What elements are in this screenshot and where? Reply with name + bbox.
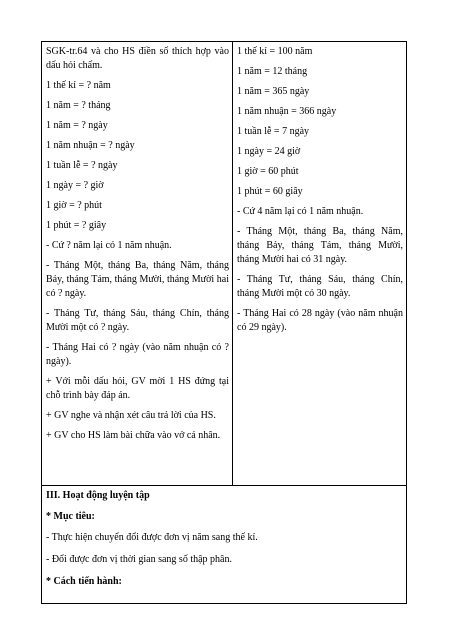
objective-item: - Thực hiện chuyển đổi được đơn vị năm sang thế kỉ.: [46, 532, 258, 543]
practice-section: [46, 489, 402, 596]
right-text: - Tháng Một, tháng Ba, tháng Năm, tháng Bảy, tháng Tám, tháng Mười, tháng Mười hai có 31 ngày.: [237, 226, 403, 265]
left-text: - Tháng Hai có ? ngày (vào năm nhuận có ? ngày).: [46, 342, 229, 367]
left-text: - Cứ ? năm lại có 1 năm nhuận.: [46, 240, 172, 251]
right-text: - Tháng Tư, tháng Sáu, tháng Chín, tháng Mười một có 30 ngày.: [237, 274, 403, 299]
left-text: 1 giờ = ? phút: [46, 200, 102, 211]
left-text: 1 năm = ? ngày: [46, 120, 108, 131]
student-activity-column: [237, 45, 403, 335]
right-text: 1 tuần lễ = 7 ngày: [237, 126, 310, 137]
left-text: SGK-tr.64 và cho HS điền số thích hợp vào dấu hỏi chấm.: [46, 46, 229, 71]
right-text: 1 giờ = 60 phút: [237, 166, 299, 177]
right-text: 1 thế kỉ = 100 năm: [237, 46, 313, 57]
left-text: + GV nghe và nhận xét câu trả lời của HS.: [46, 410, 216, 421]
left-text: + GV cho HS làm bài chữa vào vở cá nhân.: [46, 430, 221, 441]
lesson-table: [41, 41, 407, 604]
right-text: 1 năm = 365 ngày: [237, 86, 310, 97]
right-text: - Tháng Hai có 28 ngày (vào năm nhuận có 29 ngày).: [237, 308, 403, 333]
left-text: 1 thế kỉ = ? năm: [46, 80, 111, 91]
left-text: 1 năm = ? tháng: [46, 100, 111, 111]
procedure-label: * Cách tiến hành:: [46, 576, 122, 587]
right-text: - Cứ 4 năm lại có 1 năm nhuận.: [237, 206, 364, 217]
teacher-activity-column: [46, 45, 229, 443]
left-text: 1 ngày = ? giờ: [46, 180, 104, 191]
left-text: - Tháng Một, tháng Ba, tháng Năm, tháng Bảy, tháng Tám, tháng Mười, tháng Mười hai có ? ngày.: [46, 260, 229, 299]
column-divider: [232, 42, 233, 485]
row-divider: [42, 485, 406, 486]
left-text: - Tháng Tư, tháng Sáu, tháng Chín, tháng Mười một có ? ngày.: [46, 308, 229, 333]
right-text: 1 phút = 60 giây: [237, 186, 303, 197]
left-text: 1 năm nhuận = ? ngày: [46, 140, 135, 151]
left-text: + Với mỗi dấu hỏi, GV mời 1 HS đứng tại chỗ trình bày đáp án.: [46, 376, 229, 401]
objective-item: - Đổi được đơn vị thời gian sang số thập phân.: [46, 554, 232, 565]
right-text: 1 năm nhuận = 366 ngày: [237, 106, 337, 117]
left-text: 1 phút = ? giây: [46, 220, 107, 231]
left-text: 1 tuần lễ = ? ngày: [46, 160, 118, 171]
section-heading: III. Hoạt động luyện tập: [46, 490, 150, 501]
objectives-label: * Mục tiêu:: [46, 511, 95, 522]
right-text: 1 ngày = 24 giờ: [237, 146, 301, 157]
right-text: 1 năm = 12 tháng: [237, 66, 308, 77]
